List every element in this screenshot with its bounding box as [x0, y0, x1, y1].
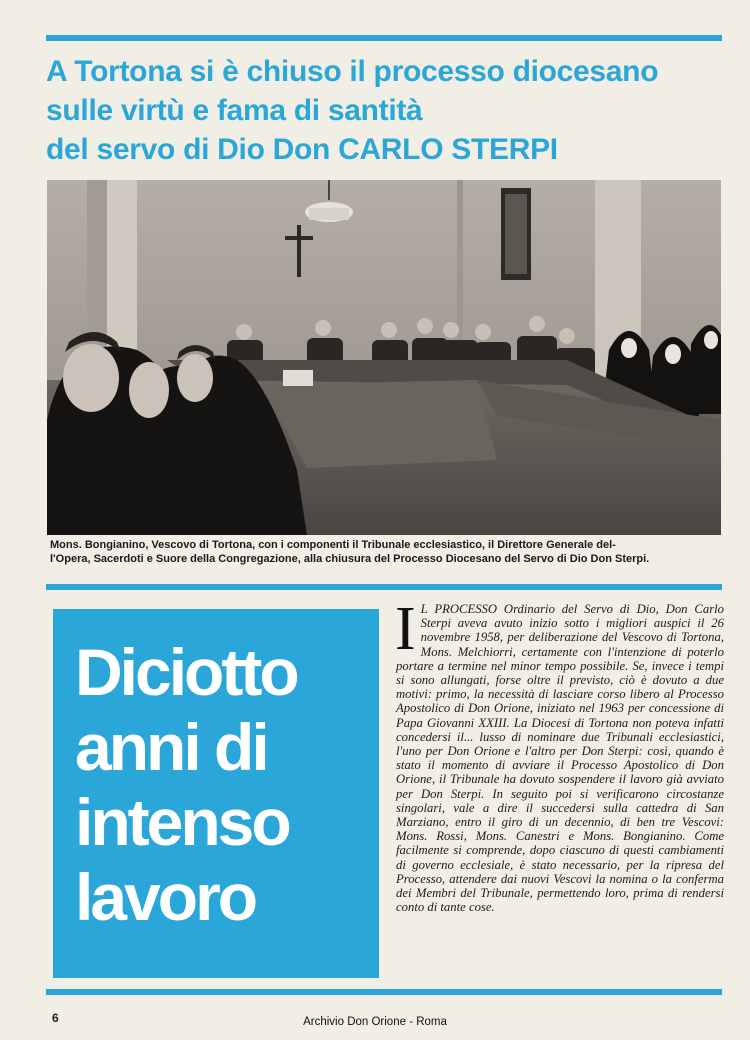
article-title-line-1: Diciotto: [75, 635, 297, 709]
tribunal-photo: [47, 180, 721, 535]
middle-rule: [46, 584, 722, 590]
article-title: [75, 635, 297, 935]
article-title-line-2: anni di: [75, 710, 267, 784]
article-title-box: [53, 609, 379, 978]
headline-line-1: A Tortona si è chiuso il processo diocesano: [46, 55, 659, 88]
top-rule: [46, 35, 722, 41]
caption-line-2: l'Opera, Sacerdoti e Suore della Congregazione, alla chiusura del Processo Diocesano del Servo di Dio Don Sterpi.: [50, 552, 650, 565]
caption-line-1: Mons. Bongianino, Vescovo di Tortona, con i componenti il Tribunale ecclesiastico, il Direttore Generale del-: [50, 539, 616, 551]
headline-line-2: sulle virtù e fama di santità: [46, 94, 423, 127]
article-body: [395, 595, 724, 915]
bottom-rule: [46, 989, 722, 995]
article-title-line-4: lavoro: [75, 860, 256, 934]
page-number: 6: [52, 1011, 59, 1025]
photo-caption: [50, 539, 726, 566]
headline: [46, 52, 726, 169]
article-title-line-3: intenso: [75, 785, 289, 859]
headline-line-3: del servo di Dio Don CARLO STERPI: [46, 133, 558, 166]
drop-cap: I: [395, 595, 416, 663]
article-text: L PROCESSO Ordinario del Servo di Dio, Don Carlo Sterpi aveva avuto inizio sotto i migliori auspici il 26 novembre 1958, per deliberazione del Vescovo di Tortona, Mons. Melchiorri, certamente con l'intenzione di poterlo portare a termine nel minor tempo possibile. Se, invece i tempi si sono allungati, forse oltre il previsto, ciò è dovuto a due motivi: primo, la necessità di lasciare corso libero al Processo Apostolico di Don Orione, iniziato nel 1963 per concessione di Papa Giovanni XXIII. La Diocesi di Tortona non poteva infatti concedersi il... lusso di nominare due Tribunali ecclesiastici, l'uno per Don Orione e l'altro per Don Sterpi: così, quando è stato il momento di avviare il Processo Apostolico di Don Orione, il Tribunale ha dovuto sospendere il lavoro già avviato per Don Sterpi. In seguito poi si verificarono circostanze singolari, vale a dire il succedersi sulla cattedra di San Marziano, entro il giro di un decennio, di ben tre Vescovi: Mons. Rossi, Mons. Canestri e Mons. Bongianino. Come facilmente si comprende, dopo ciascuno di questi cambiamenti di governo ecclesiale, è stato necessario, per la ripresa del Processo, attendere dai nuovi Vescovi la nomina o la conferma dei Membri del Tribunale, permettendo loro, prima di rendersi conto di tante cose.: [396, 602, 724, 915]
archive-label: Archivio Don Orione - Roma: [303, 1016, 447, 1028]
